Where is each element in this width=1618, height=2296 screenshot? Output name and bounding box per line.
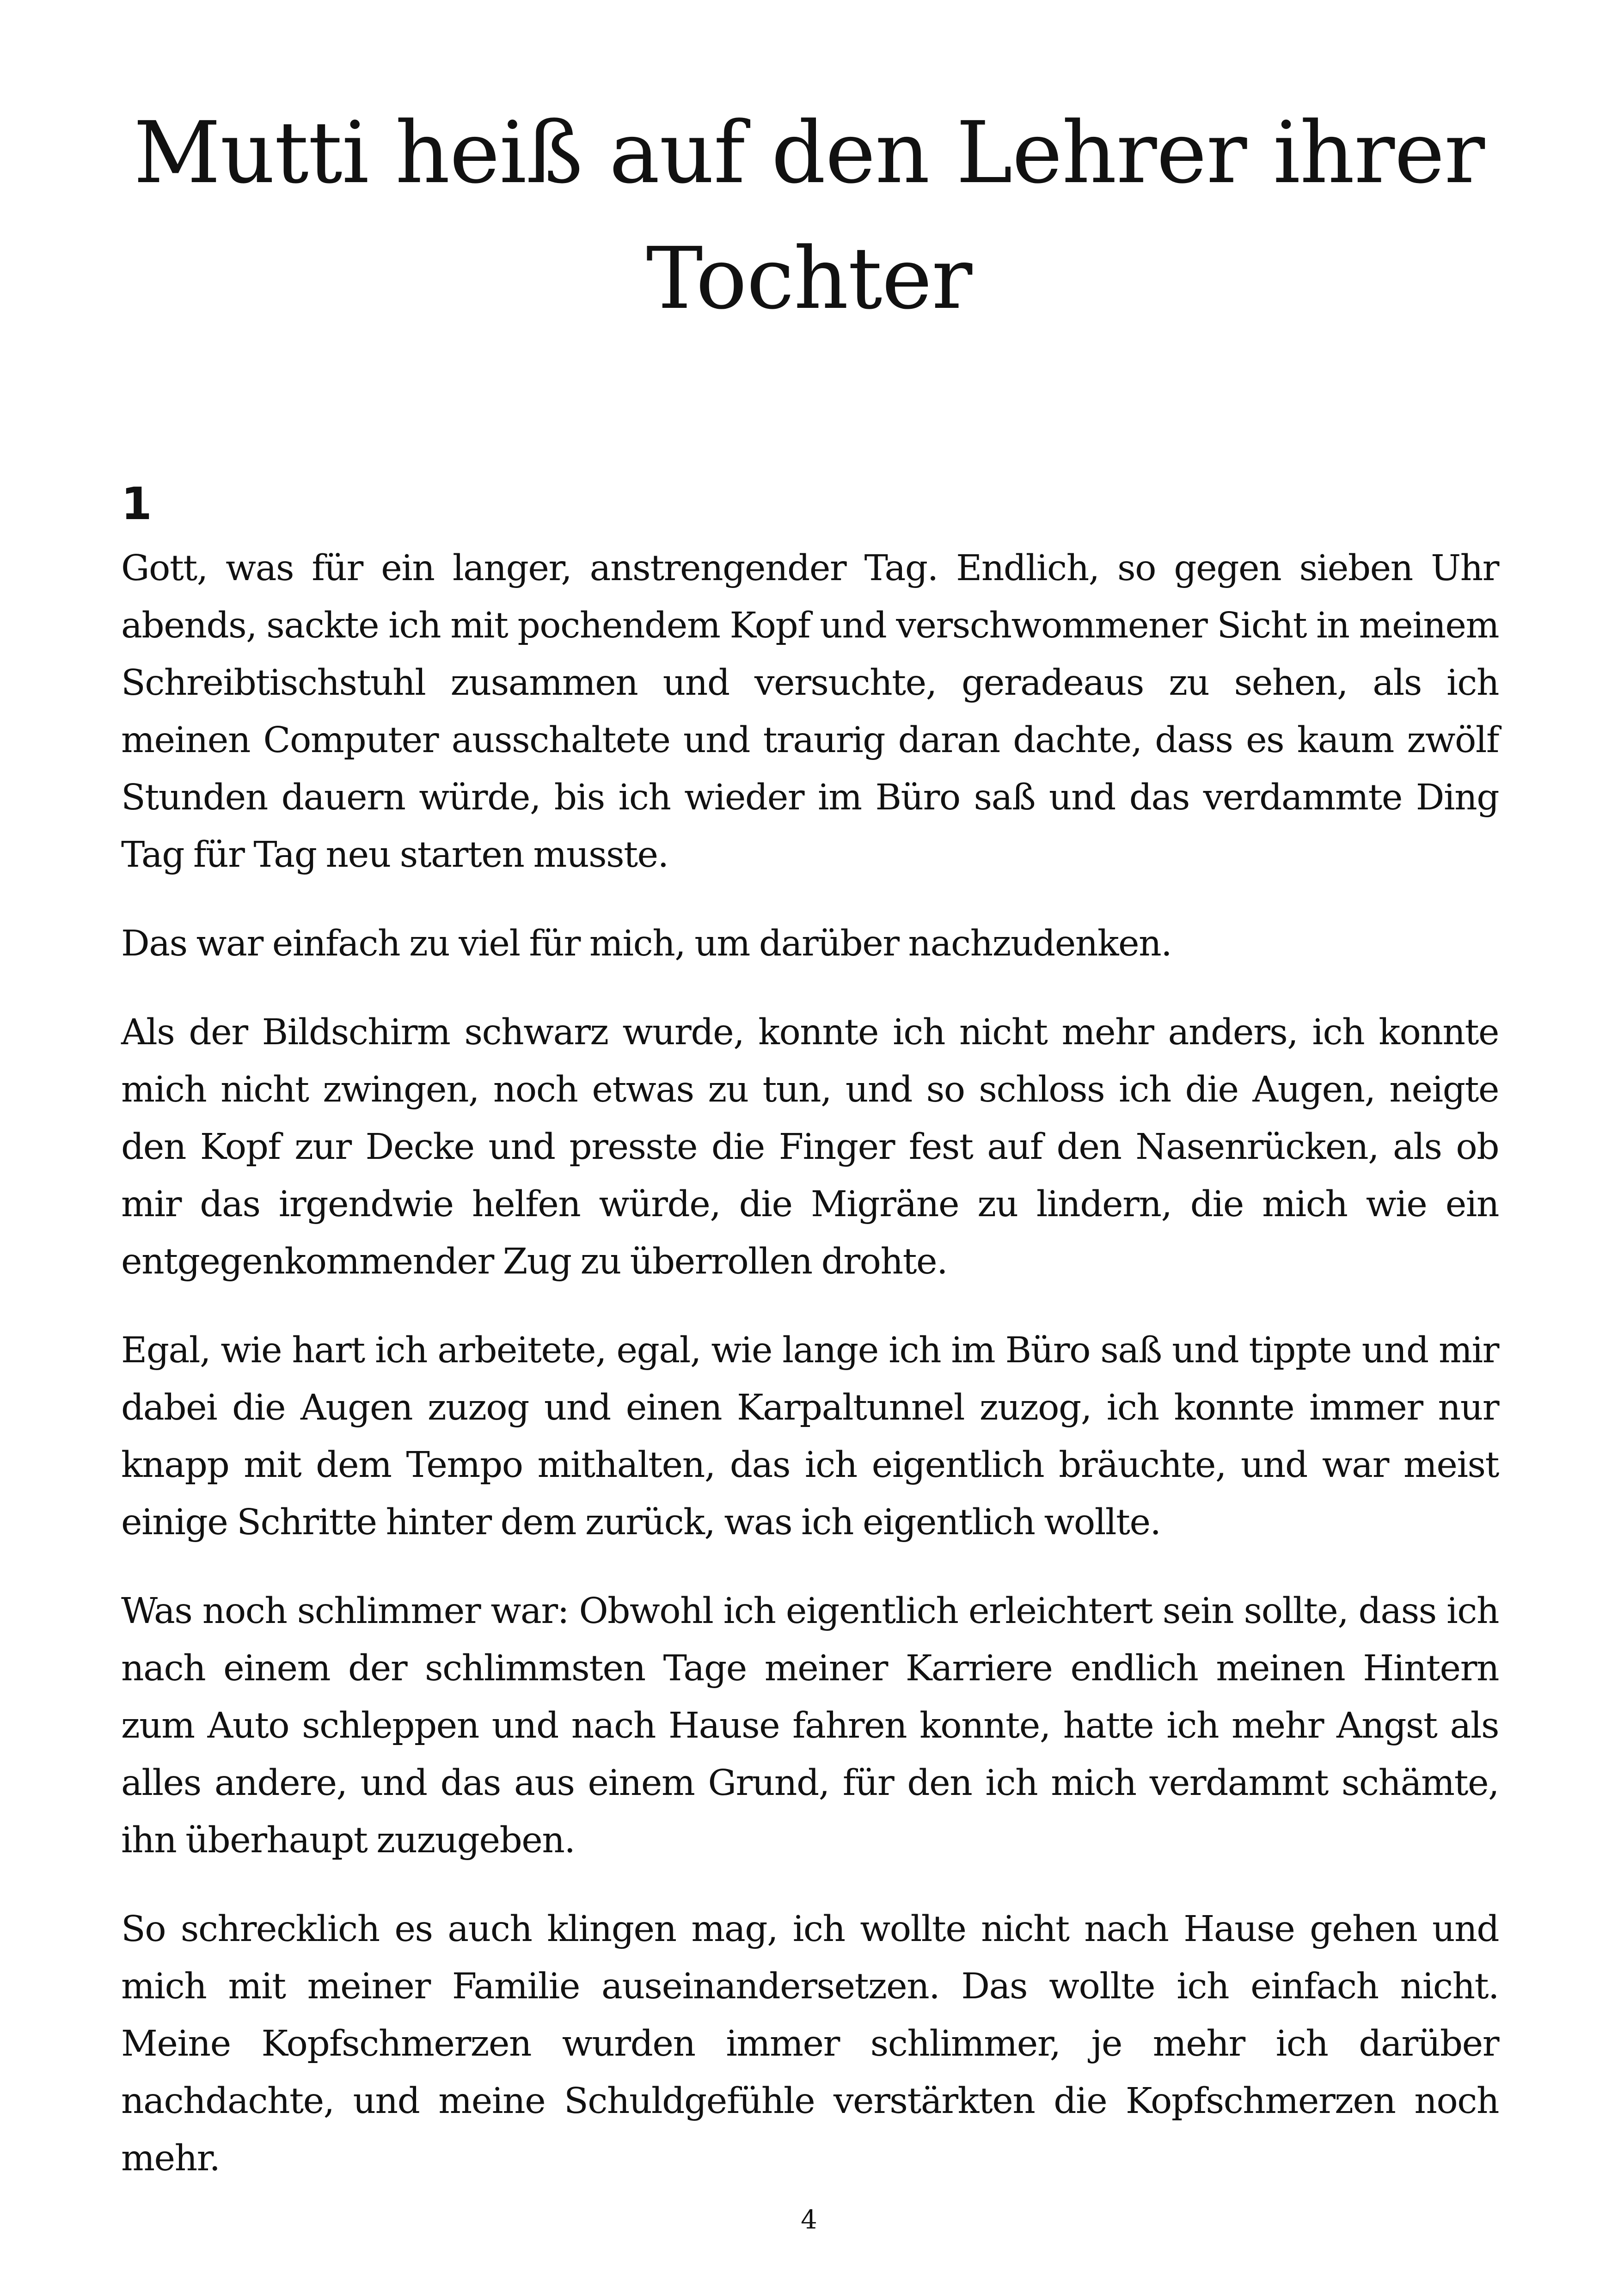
chapter-body [121, 540, 1499, 2219]
chapter-heading: 1 [121, 478, 152, 530]
paragraph-4: Egal, wie hart ich arbeitete, egal, wie lange ich im Büro saß und tippte und mir dabei die Augen zuzog und einen Karpaltunnel zuzog, ich konnte immer nur knapp mit dem Tempo mithalten, das ich eigentlich bräuchte, und war meist einige Schritte hinter dem zurück, was ich eigentlich wollte. [121, 1330, 1499, 1543]
paragraph-2: Das war einfach zu viel für mich, um darüber nachzudenken. [121, 923, 1172, 964]
paragraph-5: Was noch schlimmer war: Obwohl ich eigentlich erleichtert sein sollte, dass ich nach einem der schlimmsten Tage meiner Karriere endlich meinen Hintern zum Auto schleppen und nach Hause fahren konnte, hatte ich mehr Angst als alles andere, und das aus einem Grund, für den ich mich verdammt schämte, ihn überhaupt zuzugeben. [121, 1591, 1499, 1861]
paragraph-1: Gott, was für ein langer, anstrengender Tag. Endlich, so gegen sieben Uhr abends, sackte ich mit pochendem Kopf und verschwommener Sicht in meinem Schreibtischstuhl zusammen und versuchte, geradeaus zu sehen, als ich meinen Computer ausschaltete und traurig daran dachte, dass es kaum zwölf Stunden dauern würde, bis ich wieder im Büro saß und das verdammte Ding Tag für Tag neu starten musste. [121, 548, 1499, 876]
document-title: Mutti heiß auf den Lehrer ihrer Tochter [133, 104, 1485, 328]
page-number: 4 [801, 2205, 817, 2235]
paragraph-6: So schrecklich es auch klingen mag, ich wollte nicht nach Hause gehen und mich mit meiner Familie auseinandersetzen. Das wollte ich einfach nicht. Meine Kopfschmerzen wurden immer schlimmer, je mehr ich darüber nachdachte, und meine Schuldgefühle verstärkten die Kopfschmerzen noch mehr. [121, 1909, 1499, 2179]
paragraph-3: Als der Bildschirm schwarz wurde, konnte ich nicht mehr anders, ich konnte mich nicht zwingen, noch etwas zu tun, und so schloss ich die Augen, neigte den Kopf zur Decke und presste die Finger fest auf den Nasenrücken, als ob mir das irgendwie helfen würde, die Migräne zu lindern, die mich wie ein entgegenkommender Zug zu überrollen drohte. [121, 1012, 1499, 1282]
